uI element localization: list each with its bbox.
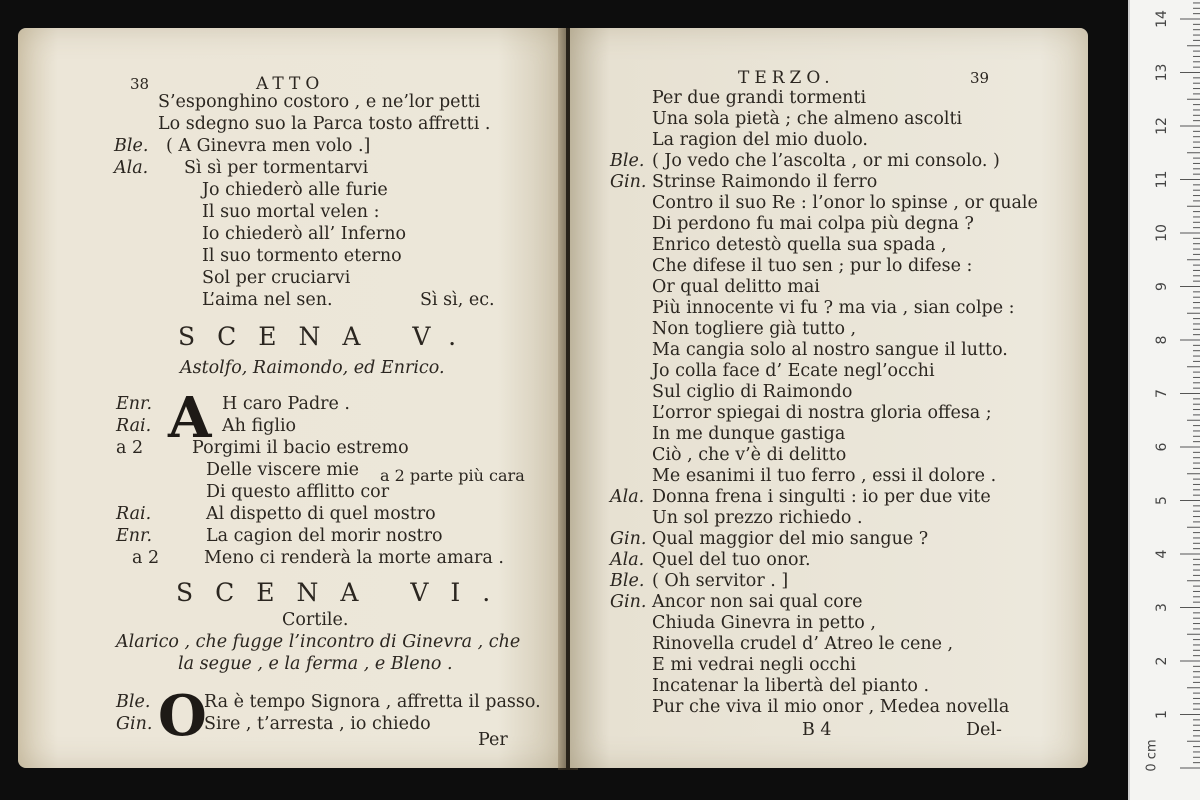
verse-line: Chiuda Ginevra in petto , — [652, 613, 876, 633]
verse-line: Una sola pietà ; che almeno ascolti — [652, 109, 963, 129]
ruler-number: 2 — [1154, 656, 1170, 666]
drop-cap: O — [158, 683, 207, 749]
verse-line: Io chiederò all’ Inferno — [202, 224, 407, 244]
verse-line: Jo colla face d’ Ecate negl’occhi — [652, 361, 935, 381]
verse-line: Sul ciglio di Raimondo — [652, 382, 853, 402]
verse-line: Enrico detestò quella sua spada , — [652, 235, 947, 255]
verse-line: Quel del tuo onor. — [652, 550, 811, 570]
refrain-marker: Sì sì, ec. — [420, 290, 495, 310]
speaker-label: Rai. — [116, 504, 152, 524]
verse-line: Un sol prezzo richiedo . — [652, 508, 863, 528]
stage-direction: ( A Ginevra men volo .] — [166, 136, 371, 156]
verse-line: Al dispetto di quel mostro — [206, 504, 436, 524]
ruler-number: 1 — [1154, 710, 1170, 719]
verse-line: L’aima nel sen. — [202, 290, 333, 310]
left-page — [18, 28, 566, 768]
ruler-number: 8 — [1154, 335, 1170, 345]
speaker-label: Enr. — [116, 394, 153, 414]
running-head-left: ATTO — [256, 74, 325, 94]
running-head-right: TERZO. — [738, 68, 835, 88]
speaker-label: a 2 — [116, 438, 144, 458]
verse-line: ( Jo vedo che l’ascolta , or mi consolo. ) — [652, 151, 1000, 171]
verse-line: E mi vedrai negli occhi — [652, 655, 857, 675]
verse-line: Ma cangia solo al nostro sangue il lutto. — [652, 340, 1008, 360]
speaker-label: Ble. — [116, 692, 151, 712]
scene-heading: SCENA V. — [178, 322, 479, 351]
speaker-label: Enr. — [116, 526, 153, 546]
verse-line: Contro il suo Re : l’onor lo spinse , or quale — [652, 193, 1038, 213]
speaker-label: Gin. — [610, 172, 647, 192]
verse-line: Ra è tempo Signora , affretta il passo. — [204, 692, 541, 712]
ruler-number: 13 — [1154, 63, 1170, 82]
verse-line: Per due grandi tormenti — [652, 88, 867, 108]
verse-line: Sì sì per tormentarvi — [184, 158, 369, 178]
catchword: Per — [478, 730, 508, 750]
ruler-number: 12 — [1154, 117, 1170, 135]
speaker-label: a 2 — [132, 548, 160, 568]
catchword: Del- — [966, 720, 1002, 740]
verse-line: Ah figlio — [222, 416, 297, 436]
ruler-number: 7 — [1154, 389, 1170, 398]
ruler-number: 11 — [1154, 170, 1170, 189]
verse-line: Di questo afflitto cor — [206, 482, 390, 502]
verse-line: Jo chiederò alle furie — [202, 180, 388, 200]
verse-line: Incatenar la libertà del pianto . — [652, 676, 930, 696]
signature-mark: B 4 — [802, 720, 832, 740]
speaker-label: Ble. — [114, 136, 149, 156]
verse-line: Che difese il tuo sen ; pur lo difese : — [652, 256, 973, 276]
verse-line: H caro Padre . — [222, 394, 350, 414]
scene-characters: Astolfo, Raimondo, ed Enrico. — [180, 358, 445, 378]
speaker-label: Gin. — [610, 529, 647, 549]
speaker-label: Ala. — [114, 158, 149, 178]
speaker-label: Gin. — [116, 714, 153, 734]
verse-line: Rinovella crudel d’ Atreo le cene , — [652, 634, 954, 654]
scene-heading: SCENA VI. — [176, 578, 513, 607]
ruler-number: 5 — [1154, 496, 1170, 505]
ruler-scale — [1130, 0, 1200, 800]
verse-line: Ancor non sai qual core — [652, 592, 863, 612]
speaker-label: Ala. — [610, 550, 645, 570]
verse-line: La ragion del mio duolo. — [652, 130, 868, 150]
speaker-label: Gin. — [610, 592, 647, 612]
verse-line: Ciò , che v’è di delitto — [652, 445, 847, 465]
ruler-number: 9 — [1154, 282, 1170, 291]
verse-line: Di perdono fu mai colpa più degna ? — [652, 214, 974, 234]
ruler-number: 10 — [1154, 224, 1170, 242]
measurement-ruler — [1128, 0, 1200, 800]
verse-line: Il suo mortal velen : — [202, 202, 380, 222]
verse-line: In me dunque gastiga — [652, 424, 846, 444]
verse-line: ( Oh servitor . ] — [652, 571, 789, 591]
right-page — [570, 28, 1088, 768]
verse-line: Sire , t’arresta , io chiedo — [204, 714, 431, 734]
verse-line: Strinse Raimondo il ferro — [652, 172, 878, 192]
verse-line: Donna frena i singulti : io per due vite — [652, 487, 991, 507]
verse-line: Sol per cruciarvi — [202, 268, 351, 288]
verse-line: Più innocente vi fu ? ma via , sian colpe : — [652, 298, 1015, 318]
verse-line: L’orror spiegai di nostra gloria offesa ; — [652, 403, 992, 423]
speaker-label: Ble. — [610, 571, 645, 591]
verse-line: Il suo tormento eterno — [202, 246, 402, 266]
verse-line: Non togliere già tutto , — [652, 319, 857, 339]
ruler-number: 14 — [1154, 10, 1170, 28]
drop-cap: A — [168, 385, 212, 451]
aside-note: a 2 parte più cara — [380, 466, 525, 485]
ruler-number: 6 — [1154, 442, 1170, 452]
page-number-right: 39 — [970, 69, 990, 87]
verse-line: Me esanimi il tuo ferro , essi il dolore . — [652, 466, 997, 486]
ruler-unit-label: 0 cm — [1144, 739, 1160, 772]
speaker-label: Ble. — [610, 151, 645, 171]
verse-line: Or qual delitto mai — [652, 277, 820, 297]
open-book — [18, 28, 1088, 774]
ruler-number: 4 — [1154, 549, 1170, 559]
verse-line: Lo sdegno suo la Parca tosto affretti . — [158, 114, 491, 134]
verse-line: S’esponghino costoro , e ne’lor petti — [158, 92, 481, 112]
stage-direction: Alarico , che fugge l’incontro di Ginevra , che — [116, 632, 521, 652]
verse-line: Qual maggior del mio sangue ? — [652, 529, 929, 549]
speaker-label: Ala. — [610, 487, 645, 507]
stage-direction: la segue , e la ferma , e Bleno . — [178, 654, 453, 674]
verse-line: Meno ci renderà la morte amara . — [204, 548, 504, 568]
scene-setting: Cortile. — [282, 610, 349, 630]
verse-line: Porgimi il bacio estremo — [192, 438, 409, 458]
page-number-left: 38 — [130, 75, 150, 93]
verse-line: Delle viscere mie — [206, 460, 359, 480]
speaker-label: Rai. — [116, 416, 152, 436]
verse-line: La cagion del morir nostro — [206, 526, 443, 546]
ruler-number: 3 — [1154, 603, 1170, 612]
verse-line: Pur che viva il mio onor , Medea novella — [652, 697, 1010, 717]
